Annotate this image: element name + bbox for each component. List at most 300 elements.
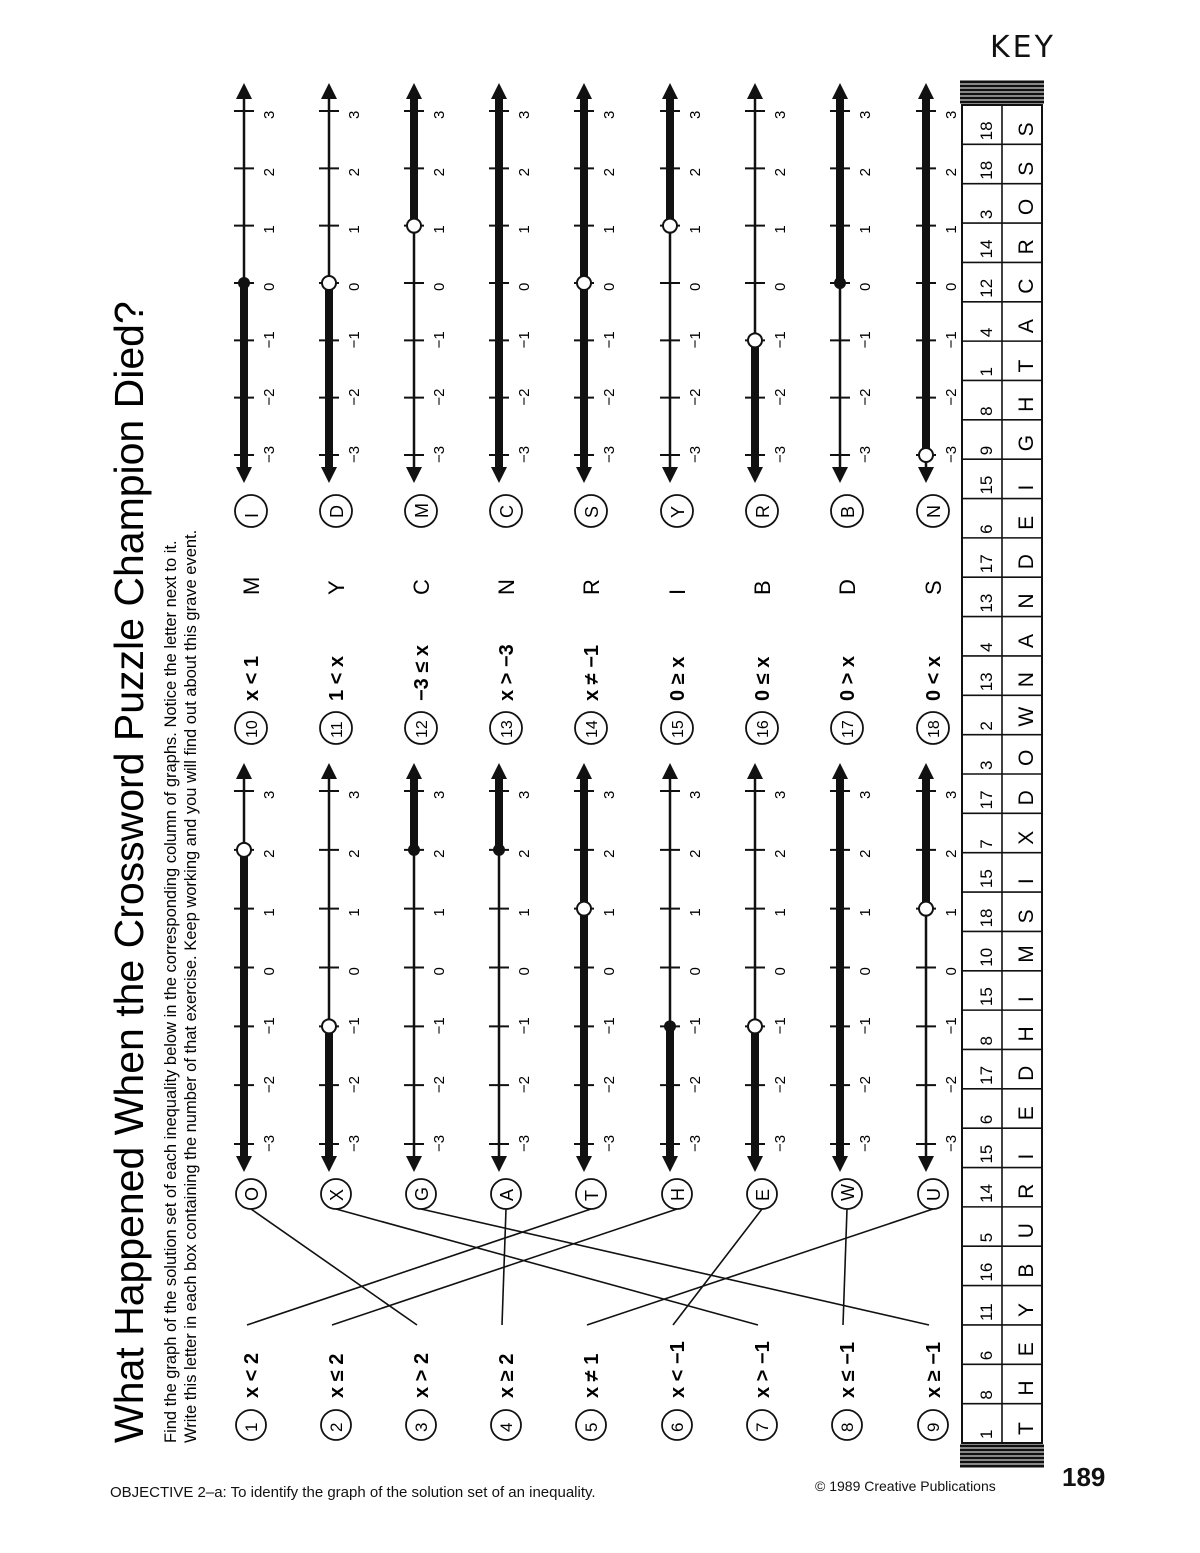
inequality-text: x ≥ 2: [496, 1353, 518, 1398]
strip-number: 3: [977, 760, 996, 770]
tick-label: 1: [857, 225, 874, 234]
tick-label: 2: [346, 849, 363, 858]
open-endpoint: [322, 276, 336, 290]
match-line: [251, 1209, 417, 1325]
strip-letter: Y: [1015, 1302, 1038, 1317]
tick-label: 3: [516, 790, 533, 799]
tick-label: −2: [772, 1076, 789, 1094]
open-endpoint: [407, 219, 421, 233]
strip-number: 5: [977, 1232, 996, 1243]
graph-letter: S: [582, 505, 602, 518]
exercise-number: 11: [329, 721, 346, 738]
tick-label: −2: [261, 1076, 278, 1094]
exercise-number: 18: [926, 720, 943, 738]
tick-label: 1: [857, 908, 874, 917]
exercise-number: 15: [670, 720, 687, 738]
tick-label: −2: [857, 388, 874, 406]
instructions-line-2: Write this letter in each box containing the number of that exercise. Keep working and you will find out about this grave event.: [182, 529, 200, 1443]
match-line: [673, 1209, 762, 1325]
graph-letter: H: [668, 1188, 688, 1201]
inequality-text: x < 1: [241, 655, 263, 701]
strip-number: 18: [977, 121, 996, 141]
graph-letter: A: [497, 1188, 517, 1201]
number-line: [745, 83, 789, 483]
tick-label: 3: [601, 110, 618, 119]
strip-letter: E: [1015, 1342, 1038, 1357]
number-line: [916, 83, 960, 483]
open-endpoint: [237, 843, 251, 857]
inequality-text: 1 < x: [326, 655, 348, 701]
tick-label: 3: [943, 790, 960, 799]
open-endpoint: [577, 902, 591, 916]
tick-label: 3: [857, 110, 874, 119]
strip-number: 14: [977, 1183, 996, 1203]
inequality-text: 0 ≤ x: [752, 656, 774, 701]
answer-strip: [960, 82, 1044, 1466]
exercise-number: 3: [412, 1422, 431, 1432]
tick-label: 2: [857, 167, 874, 177]
instructions-line-1: Find the graph of the solution set of each inequality below in the corresponding column of graphs. Notice the letter next to it.: [162, 540, 180, 1443]
tick-label: −1: [261, 1017, 278, 1035]
graph-letter: I: [242, 512, 262, 518]
number-line: [830, 83, 874, 483]
match-line: [421, 1209, 929, 1325]
inequality-text: x ≤ 2: [326, 1353, 348, 1398]
tick-label: −2: [516, 1076, 533, 1094]
inequality-text: x < −1: [667, 1341, 689, 1398]
strip-letter: H: [1015, 1380, 1038, 1396]
tick-label: −1: [431, 331, 448, 349]
tick-label: 2: [431, 167, 448, 177]
tick-label: 1: [516, 908, 533, 917]
strip-letter: U: [1015, 1223, 1038, 1239]
exercise-number: 17: [840, 720, 857, 738]
match-line: [336, 1209, 758, 1325]
tick-label: 3: [772, 790, 789, 799]
graph-letter: D: [327, 505, 347, 518]
open-endpoint: [748, 333, 762, 347]
match-line: [843, 1209, 847, 1325]
inequality-text: x > 2: [411, 1352, 433, 1398]
strip-number: 18: [977, 908, 996, 928]
tick-label: −3: [601, 1134, 618, 1152]
tick-label: 3: [857, 790, 874, 799]
handwritten-answer: D: [835, 579, 860, 595]
inequality-text: x ≤ −1: [837, 1341, 859, 1398]
tick-label: −2: [346, 388, 363, 406]
graph-letter: N: [924, 505, 944, 518]
handwritten-answer: N: [494, 579, 519, 595]
closed-endpoint: [408, 844, 420, 856]
tick-label: −1: [346, 1017, 363, 1035]
tick-label: 1: [261, 225, 278, 234]
strip-letter: A: [1015, 633, 1038, 648]
number-line: [234, 83, 278, 483]
strip-number: 8: [977, 1390, 996, 1400]
graph-letter: X: [327, 1188, 347, 1201]
strip-number: 4: [977, 327, 996, 338]
graph-letter: Y: [668, 505, 688, 518]
inequality-text: x < 2: [241, 1352, 263, 1398]
strip-letter: C: [1015, 278, 1038, 294]
strip-letter: O: [1015, 749, 1038, 766]
strip-letter: N: [1015, 593, 1038, 609]
strip-number: 6: [977, 524, 996, 534]
strip-number: 8: [977, 1036, 996, 1046]
tick-label: −1: [943, 331, 960, 349]
tick-label: −1: [516, 331, 533, 349]
inequality-text: 0 > x: [837, 655, 859, 701]
strip-number: 13: [977, 672, 996, 692]
strip-letter: I: [1015, 878, 1038, 885]
tick-label: −3: [943, 1134, 960, 1152]
tick-label: 3: [687, 790, 704, 799]
tick-label: −3: [687, 1134, 704, 1152]
tick-label: 0: [516, 967, 533, 976]
handwritten-answer: C: [409, 579, 434, 595]
open-endpoint: [748, 1019, 762, 1033]
strip-letter: G: [1015, 434, 1038, 452]
graph-letter: W: [838, 1184, 858, 1201]
tick-label: −1: [431, 1017, 448, 1035]
open-endpoint: [663, 219, 677, 233]
graph-letter: O: [242, 1186, 262, 1201]
tick-label: −2: [943, 1076, 960, 1094]
tick-label: 3: [943, 110, 960, 119]
tick-label: 3: [687, 110, 704, 119]
strip-letter: A: [1015, 319, 1038, 334]
tick-label: −2: [687, 1076, 704, 1094]
strip-letter: T: [1015, 359, 1038, 373]
strip-number: 16: [977, 1262, 996, 1282]
number-line: [234, 763, 278, 1172]
strip-number: 2: [977, 721, 996, 731]
strip-letter: I: [1015, 996, 1038, 1003]
exercise-number: 9: [924, 1422, 943, 1432]
tick-label: 1: [431, 908, 448, 917]
strip-number: 17: [977, 1065, 996, 1085]
strip-letter: O: [1015, 198, 1038, 216]
graph-letter: C: [497, 505, 517, 518]
tick-label: −3: [772, 1134, 789, 1152]
tick-label: 2: [943, 167, 960, 177]
exercise-number: 5: [582, 1422, 601, 1432]
strip-number: 1: [977, 367, 996, 377]
tick-label: −3: [857, 1134, 874, 1152]
handwritten-answer: M: [239, 576, 264, 595]
strip-number: 15: [977, 987, 996, 1007]
tick-label: 1: [516, 225, 533, 234]
tick-label: 0: [943, 282, 960, 291]
strip-number: 7: [977, 839, 996, 849]
strip-letter: S: [1015, 909, 1038, 924]
tick-label: 1: [261, 908, 278, 917]
number-line: [574, 763, 618, 1172]
tick-label: −1: [261, 331, 278, 349]
number-line: [830, 763, 874, 1172]
tick-label: 1: [601, 908, 618, 917]
exercise-number: 12: [414, 720, 431, 738]
tick-label: 0: [431, 967, 448, 976]
inequality-text: x > −1: [752, 1341, 774, 1398]
strip-number: 11: [977, 1303, 996, 1321]
tick-label: −3: [261, 445, 278, 463]
tick-label: 0: [431, 282, 448, 291]
strip-letter: E: [1015, 1106, 1038, 1121]
tick-label: 0: [261, 282, 278, 291]
strip-letter: S: [1015, 122, 1038, 137]
strip-letter: X: [1015, 830, 1038, 845]
tick-label: −3: [516, 1134, 533, 1152]
tick-label: 1: [346, 225, 363, 234]
tick-label: 3: [431, 790, 448, 799]
open-endpoint: [577, 276, 591, 290]
open-endpoint: [322, 1019, 336, 1033]
tick-label: 1: [772, 908, 789, 917]
exercise-number: 13: [499, 720, 516, 738]
tick-label: 3: [261, 110, 278, 119]
exercise-number: 4: [497, 1422, 516, 1432]
graph-letter: E: [753, 1188, 773, 1201]
handwritten-answer: R: [579, 579, 604, 595]
key-label: KEY: [990, 30, 1056, 65]
inequality-text: x > −3: [496, 644, 518, 701]
tick-label: 2: [772, 167, 789, 177]
strip-number: 18: [977, 160, 996, 180]
objective-text: OBJECTIVE 2–a: To identify the graph of the solution set of an inequality.: [110, 1484, 596, 1501]
tick-label: 2: [516, 849, 533, 858]
closed-endpoint: [238, 277, 250, 289]
tick-label: −1: [943, 1017, 960, 1035]
tick-label: 1: [943, 225, 960, 234]
tick-label: −3: [431, 445, 448, 463]
inequality-text: −3 ≤ x: [411, 644, 433, 701]
strip-number: 4: [977, 642, 996, 652]
graph-letter: B: [838, 505, 858, 518]
tick-label: 1: [431, 225, 448, 234]
handwritten-answer: I: [665, 588, 690, 595]
tick-label: −1: [516, 1017, 533, 1035]
exercise-number: 2: [327, 1422, 346, 1432]
tick-label: 1: [687, 908, 704, 917]
tick-label: 3: [261, 790, 278, 799]
exercise-number: 7: [753, 1422, 772, 1432]
tick-label: −2: [857, 1076, 874, 1094]
tick-label: −1: [772, 331, 789, 349]
exercise-number: 16: [755, 720, 772, 738]
tick-label: 3: [772, 110, 789, 119]
tick-label: −3: [687, 445, 704, 463]
strip-letter: I: [1015, 1153, 1038, 1160]
tick-label: 2: [601, 167, 618, 177]
strip-letter: M: [1015, 945, 1038, 963]
tick-label: 0: [346, 967, 363, 976]
handwritten-answer: Y: [324, 580, 349, 595]
inequality-text: 0 < x: [923, 655, 945, 701]
strip-number: 6: [977, 1114, 996, 1125]
tick-label: −3: [346, 445, 363, 463]
strip-number: 3: [977, 209, 996, 220]
tick-label: −2: [772, 388, 789, 406]
number-line: [916, 763, 960, 1172]
strip-number: 9: [977, 445, 996, 456]
tick-label: 3: [601, 790, 618, 799]
inequality-text: x ≠ 1: [581, 1353, 603, 1398]
tick-label: −3: [772, 445, 789, 463]
strip-letter: N: [1015, 672, 1038, 688]
tick-label: −2: [431, 388, 448, 406]
tick-label: −2: [943, 388, 960, 406]
exercise-number: 6: [668, 1422, 687, 1432]
tick-label: 3: [346, 790, 363, 799]
strip-letter: E: [1015, 515, 1038, 530]
strip-letter: R: [1015, 1183, 1038, 1199]
tick-label: 3: [346, 110, 363, 119]
tick-label: −2: [516, 388, 533, 406]
tick-label: −1: [601, 1017, 618, 1035]
tick-label: 0: [772, 967, 789, 976]
strip-letter: B: [1015, 1263, 1038, 1278]
inequality-text: 0 ≥ x: [667, 656, 689, 701]
strip-number: 15: [977, 1144, 996, 1164]
page-number: 189: [1062, 1462, 1106, 1492]
tick-label: 0: [261, 967, 278, 976]
number-line: [489, 83, 533, 483]
match-line: [247, 1209, 591, 1325]
strip-letter: W: [1015, 706, 1038, 727]
graph-letter: U: [924, 1188, 944, 1201]
tick-label: −1: [601, 331, 618, 349]
graph-letter: T: [582, 1190, 602, 1201]
tick-label: 2: [772, 849, 789, 858]
tick-label: 0: [687, 967, 704, 976]
tick-label: 1: [346, 908, 363, 917]
tick-label: 2: [687, 167, 704, 177]
tick-label: −1: [857, 331, 874, 349]
tick-label: −3: [857, 445, 874, 463]
strip-letter: I: [1015, 484, 1038, 491]
tick-label: −3: [516, 445, 533, 463]
graph-letter: G: [412, 1186, 432, 1201]
tick-label: −3: [943, 445, 960, 463]
strip-number: 6: [977, 1350, 996, 1361]
tick-label: −2: [687, 388, 704, 406]
number-line: [574, 83, 618, 483]
graph-letter: M: [412, 503, 432, 518]
tick-label: 2: [601, 849, 618, 858]
strip-number: 1: [977, 1429, 996, 1439]
graph-letter-circle: [235, 495, 267, 527]
inequality-text: x ≥ −1: [923, 1341, 945, 1398]
tick-label: −2: [261, 388, 278, 406]
strip-letter: H: [1015, 1026, 1038, 1042]
tick-label: 0: [772, 282, 789, 291]
strip-number: 17: [977, 790, 996, 810]
number-line: [319, 83, 363, 483]
strip-number: 10: [977, 947, 996, 967]
number-line: [660, 83, 704, 483]
handwritten-answer: B: [750, 580, 775, 595]
tick-label: 1: [601, 225, 618, 234]
number-line: [660, 763, 704, 1172]
closed-endpoint: [493, 844, 505, 856]
tick-label: 3: [516, 110, 533, 119]
tick-label: 0: [601, 967, 618, 976]
exercise-number: 8: [838, 1422, 857, 1432]
tick-label: −2: [601, 388, 618, 406]
tick-label: −2: [431, 1076, 448, 1094]
handwritten-answer: S: [921, 580, 946, 595]
match-line: [587, 1209, 933, 1325]
strip-number: 17: [977, 554, 996, 574]
strip-letter: D: [1015, 790, 1038, 806]
tick-label: 2: [431, 849, 448, 858]
tick-label: 2: [261, 167, 278, 177]
tick-label: −2: [346, 1076, 363, 1094]
strip-letter: D: [1015, 554, 1038, 570]
strip-letter: T: [1015, 1422, 1038, 1435]
open-endpoint: [919, 902, 933, 916]
tick-label: 1: [687, 225, 704, 234]
tick-label: 1: [943, 908, 960, 917]
number-line: [745, 763, 789, 1172]
tick-label: −1: [687, 1017, 704, 1035]
tick-label: 1: [772, 225, 789, 234]
open-endpoint: [919, 448, 933, 462]
closed-endpoint: [664, 1020, 676, 1032]
number-line: [489, 763, 533, 1172]
tick-label: −1: [687, 331, 704, 349]
tick-label: −3: [431, 1134, 448, 1152]
tick-label: 3: [431, 110, 448, 119]
number-line: [319, 763, 363, 1172]
tick-label: 2: [857, 849, 874, 858]
tick-label: −1: [346, 331, 363, 349]
tick-label: −3: [346, 1134, 363, 1152]
tick-label: −3: [601, 445, 618, 463]
exercise-number: 10: [244, 720, 261, 738]
tick-label: 0: [346, 282, 363, 291]
tick-label: 0: [516, 282, 533, 291]
copyright-text: © 1989 Creative Publications: [815, 1478, 996, 1494]
tick-label: 0: [857, 282, 874, 291]
tick-label: 2: [261, 849, 278, 858]
tick-label: −2: [601, 1076, 618, 1094]
tick-label: 2: [943, 849, 960, 858]
strip-number: 14: [977, 239, 996, 259]
tick-label: 2: [687, 849, 704, 858]
tick-label: −1: [857, 1017, 874, 1035]
exercise-number: 14: [584, 720, 601, 738]
strip-letter: S: [1015, 161, 1038, 176]
tick-label: 0: [943, 967, 960, 976]
closed-endpoint: [834, 277, 846, 289]
strip-letter: R: [1015, 239, 1038, 255]
worksheet-title: What Happened When the Crossword Puzzle Champion Died?: [106, 301, 152, 1443]
tick-label: 2: [346, 167, 363, 177]
strip-number: 15: [977, 475, 996, 495]
number-line: [404, 83, 448, 483]
tick-label: 0: [601, 282, 618, 291]
exercise-number: 1: [242, 1422, 261, 1432]
inequality-text: x ≠ −1: [581, 644, 603, 701]
tick-label: −3: [261, 1134, 278, 1152]
strip-number: 15: [977, 869, 996, 889]
strip-letter: D: [1015, 1065, 1038, 1081]
strip-number: 12: [977, 278, 996, 298]
strip-number: 8: [977, 406, 996, 416]
tick-label: 0: [857, 967, 874, 976]
